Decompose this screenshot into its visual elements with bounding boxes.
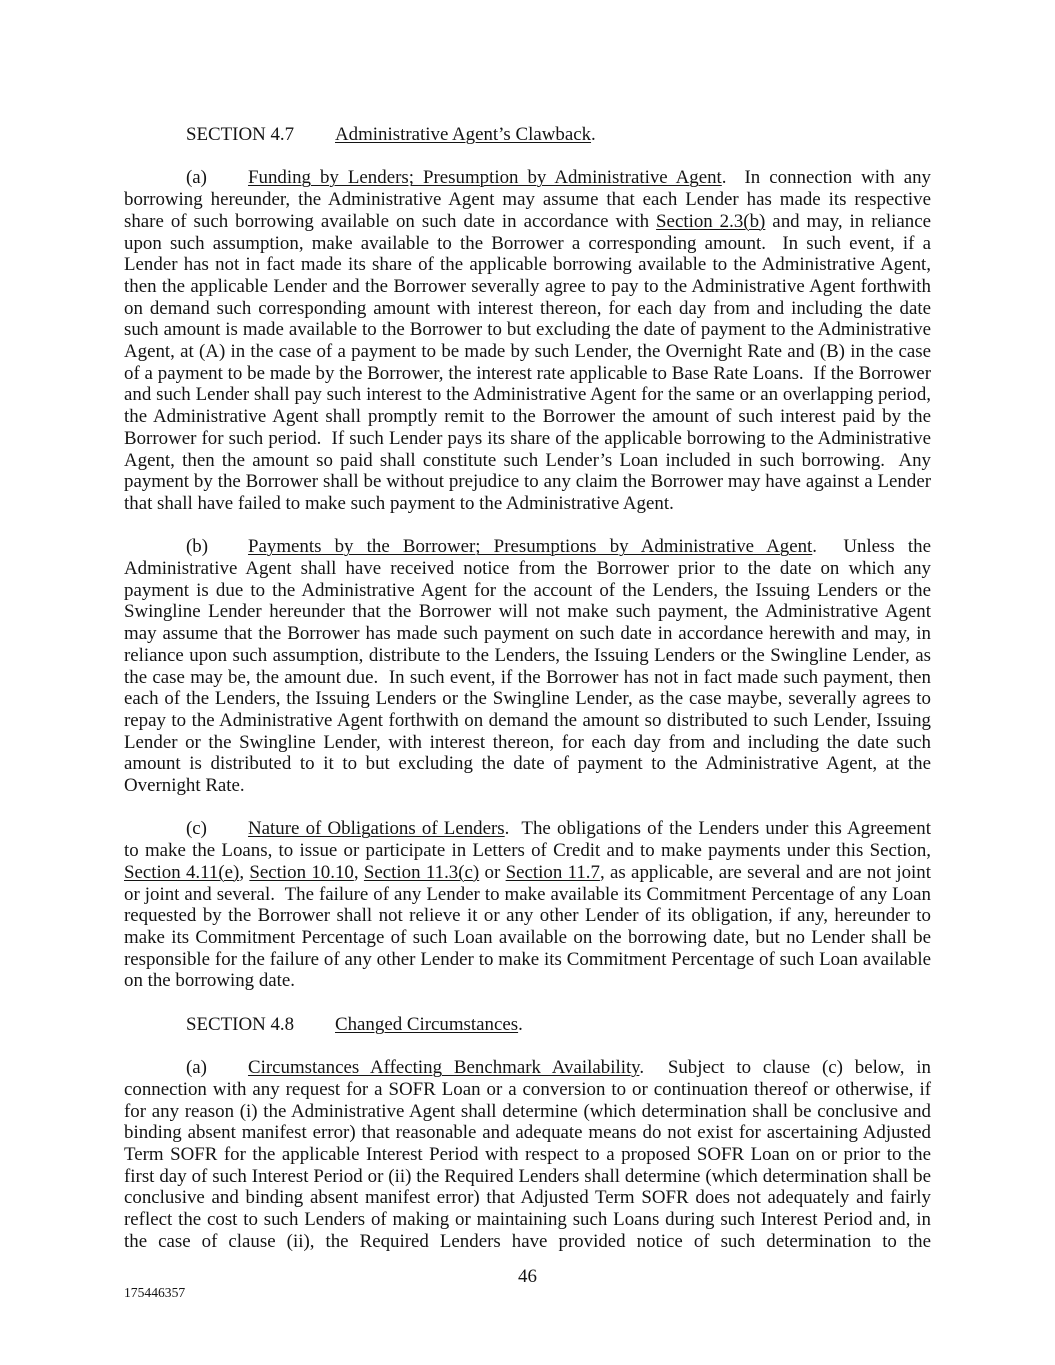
paragraph-text: . The obligations of the Lenders under this Agreement to make the Loans, to issue or participate in Letters of Credit and to make payments under this Section, bbox=[124, 818, 936, 862]
paragraph-4-7-b bbox=[124, 536, 936, 797]
document-body bbox=[124, 124, 936, 1274]
section-reference: Section 4.11(e) bbox=[124, 861, 240, 883]
paragraph-text: and may, in reliance upon such assumption, make available to the Borrower a corresponding amount. In such event, if a Lender has not in fact made its share of the applicable borrowing available to the Administrative Agent, then the applicable Lender and the Borrower severally agree to pay to the Administrative Agent forthwith on demand such corresponding amount with interest thereon, for each day from and including the date such amount is made available to the Borrower to but excluding the date of payment to the Administrative Agent, at (A) in the case of a payment to be made by such Lender, the Overnight Rate and (B) in the case of a payment to be made by the Borrower, the interest rate applicable to Base Rate Loans. If the Borrower and such Lender shall pay such interest to the Administrative Agent for the same or an overlapping period, the Administrative Agent shall promptly remit to the Borrower the amount of such interest paid by the Borrower for such period. If such Lender pays its share of the applicable borrowing to the Administrative Agent, then the amount so paid shall constitute such Lender’s Loan included in such borrowing. Any payment by the Borrower shall be without prejudice to any claim the Borrower may have against a Lender that shall have failed to make such payment to the Administrative Agent. bbox=[124, 210, 936, 514]
paragraph-text: . Subject to clause (c) below, in connection with any request for a SOFR Loan or a conversion to or continuation thereof or otherwise, if for any reason (i) the Administrative Agent shall determine (which determination shall be conclusive and binding absent manifest error) that reasonable and adequate means do not exist for ascertaining Adjusted Term SOFR for the applicable Interest Period with respect to a proposed SOFR Loan on or prior to the first day of such Interest Period or (ii) the Required Lenders shall determine (which determination shall be conclusive and binding absent manifest error) that Adjusted Term SOFR does not adequately and fairly reflect the cost to such Lenders of making or maintaining such Loans during such Interest Period and, in the case of clause (ii), the Required Lenders have provided notice of such determination to the bbox=[124, 1057, 936, 1252]
paragraph-text: , as applicable, are several and are not joint or joint and several. The failure of any Lender to make available its Commitment Percentage of any Loan requested by the Borrower shall not relieve it or any other Lender of its obligation, if any, hereunder to make its Commitment Percentage of such Loan available on the borrowing date, but no Lender shall be responsible for the failure of any other Lender to make its Commitment Percentage of such Loan available on the borrowing date. bbox=[124, 861, 936, 992]
section-number: SECTION 4.7 bbox=[186, 124, 295, 145]
section-title: Administrative Agent’s Clawback bbox=[335, 124, 592, 145]
paragraph-caption: Funding by Lenders; Presumption by Administrative Agent bbox=[248, 167, 722, 189]
paragraph-4-7-c bbox=[124, 818, 936, 992]
paragraph-label: (c) bbox=[186, 818, 207, 840]
section-reference: Section 2.3(b) bbox=[656, 210, 766, 232]
section-heading-4-7 bbox=[124, 124, 931, 146]
paragraph-label: (a) bbox=[186, 167, 207, 189]
paragraph-4-7-a bbox=[124, 167, 936, 514]
paragraph-text: . In connection with any borrowing hereunder, the Administrative Agent may assume that each Lender has made its respective share of such borrowing available on such date in accordance with bbox=[124, 167, 936, 232]
section-reference: Section 11.3(c) bbox=[363, 861, 480, 883]
paragraph-text: , bbox=[239, 861, 250, 883]
page-number: 46 bbox=[518, 1266, 537, 1287]
paragraph-text: , bbox=[353, 861, 364, 883]
section-title-period: . bbox=[518, 1013, 523, 1035]
paragraph-text: . Unless the Administrative Agent shall have received notice from the Borrower prior to the date on which any payment is due to the Administrative Agent for the account of the Lenders, the Issuing Lenders or the Swingline Lender hereunder that the Borrower will not make such payment, the Administrative Agent may assume that the Borrower has made such payment on such date in accordance herewith and may, in reliance upon such assumption, distribute to the Lenders, the Issuing Lenders or the Swingline Lender, as the case may be, the amount due. In such event, if the Borrower has not in fact made such payment, then each of the Lenders, the Issuing Lenders or the Swingline Lender, as the case maybe, severally agrees to repay to the Administrative Agent forthwith on demand the amount so distributed to such Lender, Issuing Lender or the Swingline Lender, with interest thereon, for each day from and including the date such amount is distributed to it to but excluding the date of payment to the Administrative Agent, at the Overnight Rate. bbox=[124, 536, 936, 797]
section-number: SECTION 4.8 bbox=[186, 1013, 295, 1035]
paragraph-label: (a) bbox=[186, 1057, 207, 1079]
paragraph-caption: Nature of Obligations of Lenders bbox=[248, 818, 505, 840]
section-title-period: . bbox=[591, 124, 596, 145]
paragraph-caption: Circumstances Affecting Benchmark Availability bbox=[248, 1057, 640, 1079]
paragraph-text: or bbox=[479, 861, 506, 883]
paragraph-4-8-a bbox=[124, 1057, 936, 1252]
section-title: Changed Circumstances bbox=[335, 1013, 519, 1035]
document-id: 175446357 bbox=[124, 1285, 186, 1300]
section-heading-4-8 bbox=[124, 1014, 931, 1036]
section-reference: Section 11.7 bbox=[505, 861, 600, 883]
paragraph-caption: Payments by the Borrower; Presumptions by Administrative Agent bbox=[248, 536, 813, 558]
section-reference: Section 10.10 bbox=[249, 861, 354, 883]
paragraph-label: (b) bbox=[186, 536, 209, 558]
